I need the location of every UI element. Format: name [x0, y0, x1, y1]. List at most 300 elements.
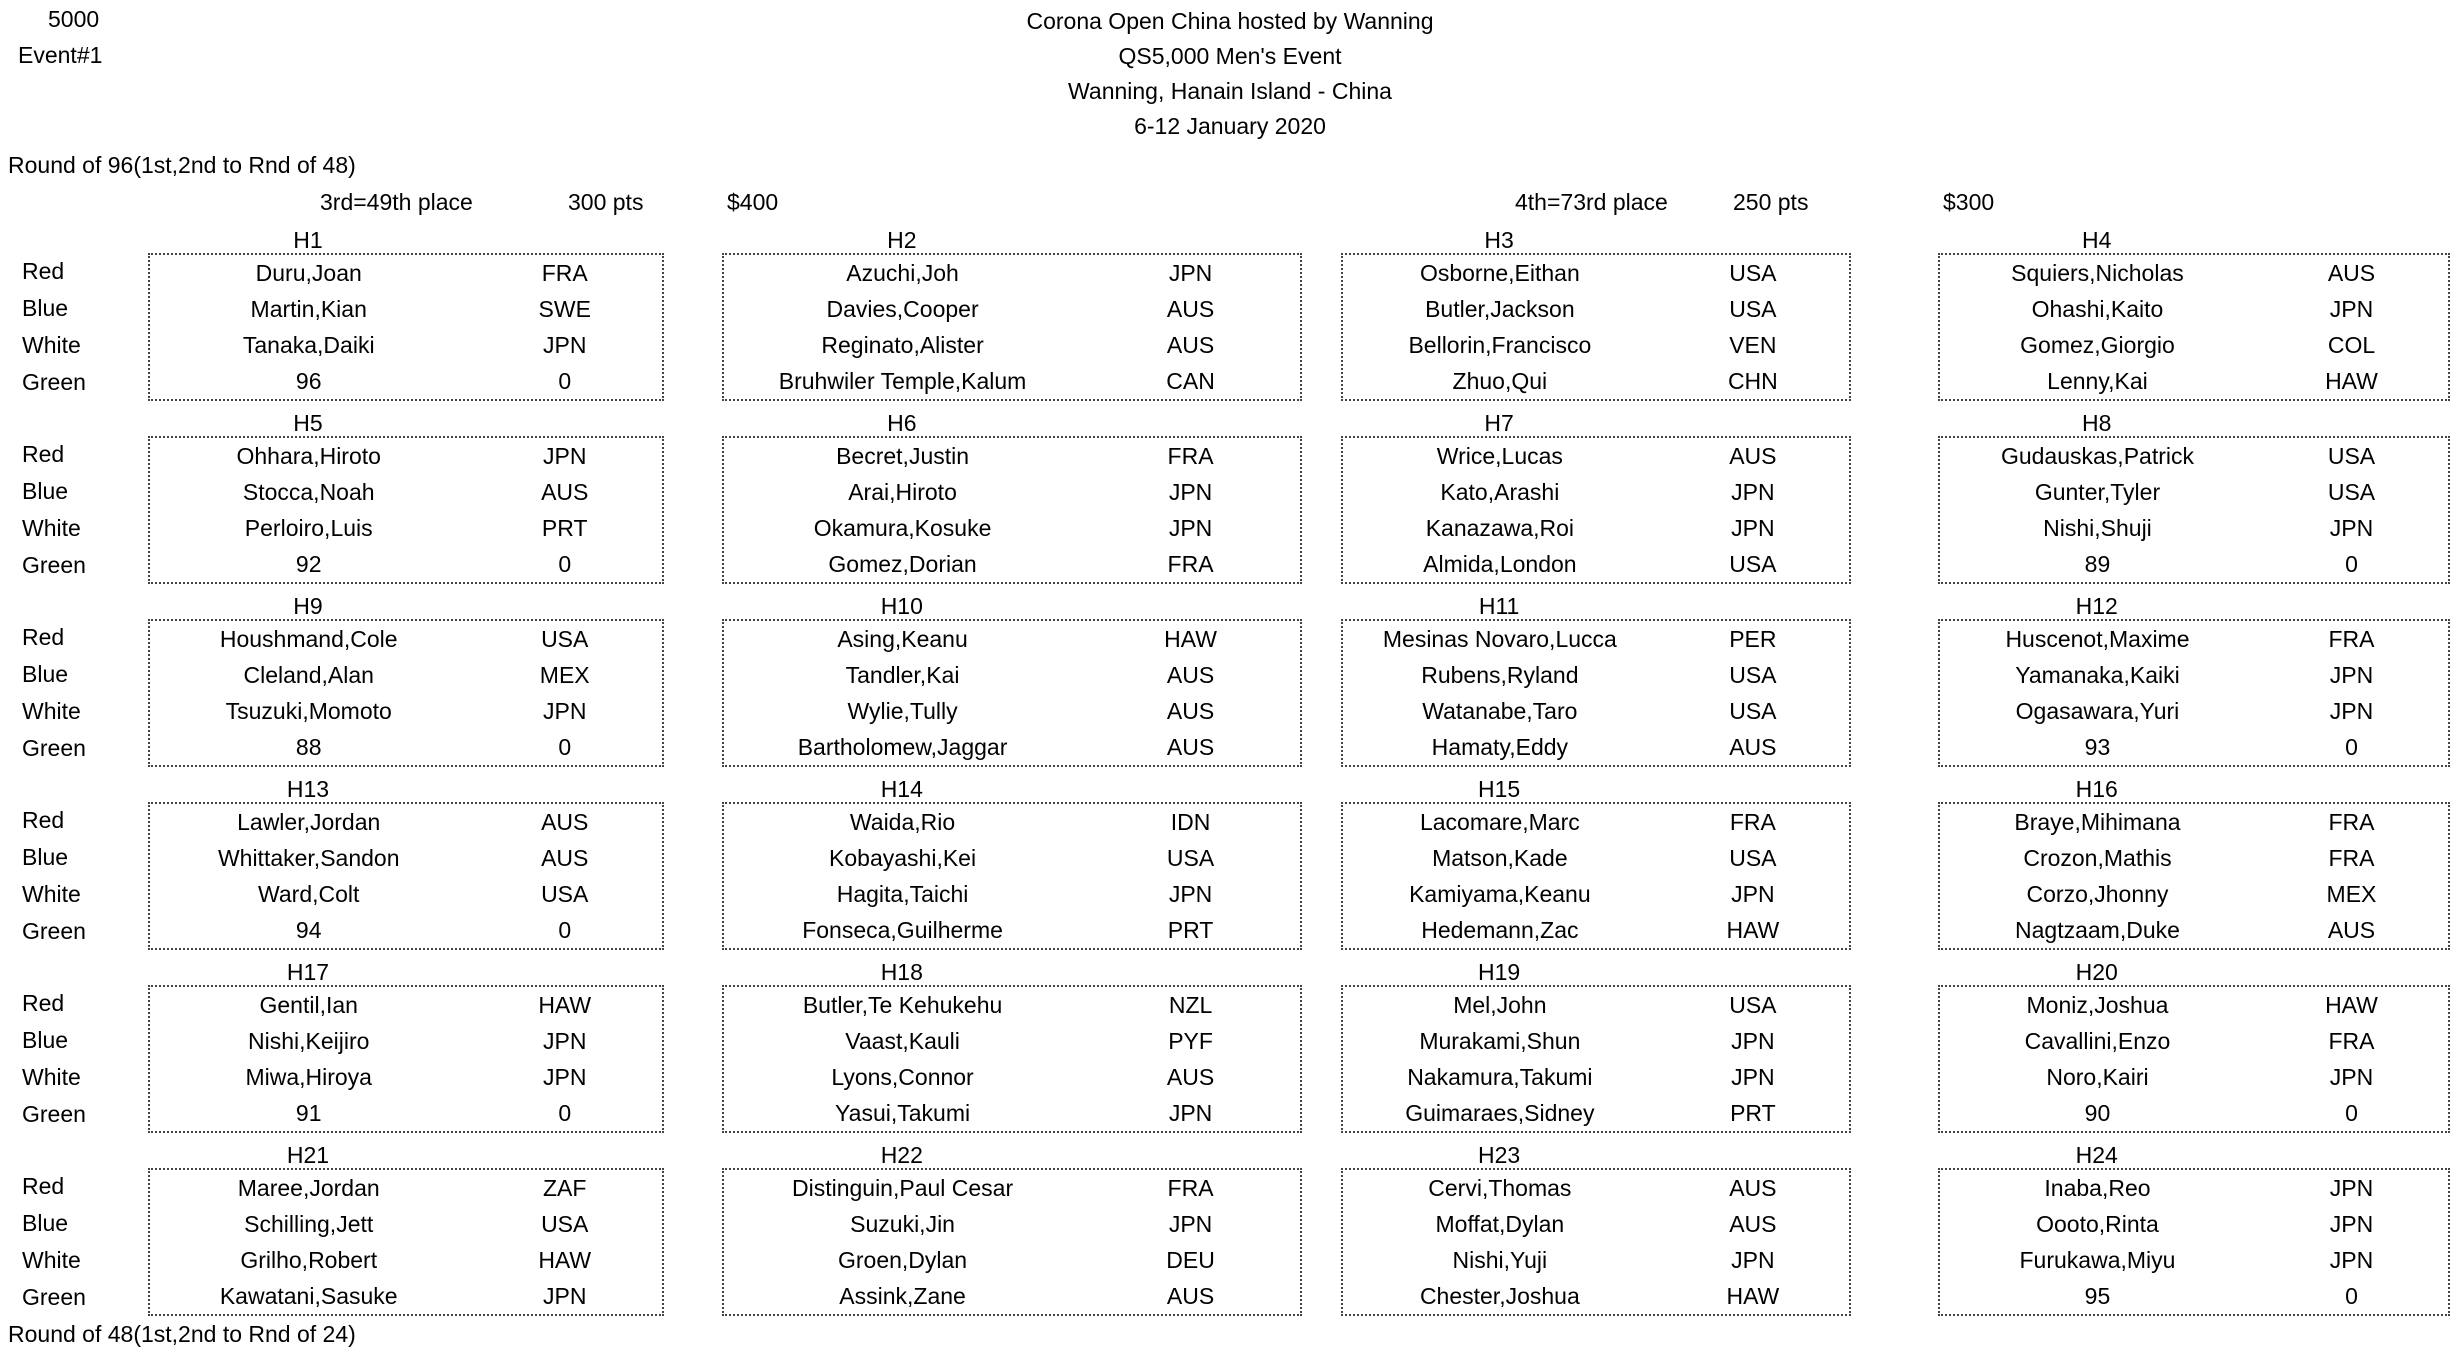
competitor-country: JPN	[1168, 259, 1213, 286]
competitor-name: Nakamura,Takumi	[1407, 1063, 1593, 1090]
heat-box	[1938, 619, 2450, 767]
heat-entry	[150, 729, 662, 765]
heat-label: H15	[1477, 776, 1521, 802]
competitor-country: JPN	[1731, 1027, 1775, 1054]
competitor-name: Yasui,Takumi	[835, 1099, 971, 1126]
heat-entry	[1940, 987, 2448, 1023]
competitor-name: Suzuki,Jin	[850, 1210, 955, 1237]
heat-label: H11	[1478, 593, 1520, 619]
competitor-name: Lacomare,Marc	[1419, 808, 1580, 835]
heat-H22	[722, 1143, 1302, 1316]
competitor-country: FRA	[1167, 442, 1214, 469]
jersey-color-label: Blue	[22, 1027, 69, 1053]
competitor-country: JPN	[2329, 1210, 2374, 1237]
competitor-name: Gentil,Ian	[259, 991, 358, 1018]
competitor-name: Groen,Dylan	[837, 1246, 968, 1273]
heat-entry	[150, 840, 662, 876]
competitor-country: HAW	[538, 1246, 592, 1273]
heat-label: H1	[293, 227, 323, 253]
competitor-country: JPN	[2329, 514, 2374, 541]
competitor-name: Fonseca,Guilherme	[802, 916, 1003, 943]
heat-box	[1938, 253, 2450, 401]
heat-box	[1341, 253, 1851, 401]
competitor-country: AUS	[1166, 697, 1215, 724]
heat-box	[1938, 1168, 2450, 1316]
heat-label: H23	[1477, 1142, 1521, 1168]
competitor-name: Furukawa,Miyu	[2019, 1246, 2176, 1273]
competitor-name: Hagita,Taichi	[836, 880, 969, 907]
round-title: Round of 96(1st,2nd to Rnd of 48)	[8, 152, 356, 178]
heat-H15	[1341, 777, 1851, 950]
competitor-country: AUS	[1729, 1174, 1777, 1201]
heat-H11	[1341, 594, 1851, 767]
heat-box	[722, 253, 1302, 401]
heat-entry	[150, 327, 662, 363]
competitor-name: Butler,Jackson	[1425, 295, 1575, 322]
heat-box	[148, 253, 664, 401]
heat-entry	[1343, 987, 1849, 1023]
heat-entry	[1940, 840, 2448, 876]
heat-entry	[1343, 840, 1849, 876]
heat-entry	[1343, 474, 1849, 510]
competitor-name: Cervi,Thomas	[1428, 1174, 1572, 1201]
heat-entry	[724, 729, 1300, 765]
competitor-country: DEU	[1166, 1246, 1215, 1273]
competitor-name: Crozon,Mathis	[2023, 844, 2172, 871]
heat-entry	[1940, 1095, 2448, 1131]
jersey-color-label: Green	[22, 369, 86, 395]
heat-box	[722, 802, 1302, 950]
competitor-country: FRA	[2328, 808, 2375, 835]
competitor-country: JPN	[1168, 478, 1213, 505]
competitor-country: NZL	[1168, 991, 1213, 1018]
competitor-country: USA	[1729, 844, 1777, 871]
competitor-country: JPN	[2329, 1246, 2374, 1273]
competitor-name: Almida,London	[1423, 550, 1577, 577]
heat-entry	[1343, 729, 1849, 765]
heat-entry	[1940, 729, 2448, 765]
competitor-country: USA	[541, 1210, 589, 1237]
competitor-name: Kawatani,Sasuke	[219, 1282, 398, 1309]
competitor-country: FRA	[2328, 1027, 2375, 1054]
heat-entry	[1940, 363, 2448, 399]
heat-label: H18	[880, 959, 923, 985]
heat-label: H24	[2075, 1142, 2118, 1168]
competitor-country: PYF	[1168, 1027, 1213, 1054]
heat-box	[148, 619, 664, 767]
next-round-title: Round of 48(1st,2nd to Rnd of 24)	[8, 1321, 356, 1347]
competitor-name: Tanaka,Daiki	[242, 331, 375, 358]
heat-entry	[1940, 1059, 2448, 1095]
competitor-name: Watanabe,Taro	[1422, 697, 1578, 724]
competitor-country: CHN	[1727, 367, 1778, 394]
competitor-name: Yamanaka,Kaiki	[2015, 661, 2180, 688]
heat-H21	[148, 1143, 664, 1316]
jersey-color-label: White	[22, 332, 81, 358]
heat-entry	[724, 1206, 1300, 1242]
heat-entry	[150, 363, 662, 399]
competitor-country: COL	[2327, 331, 2376, 358]
heat-entry	[1940, 1206, 2448, 1242]
competitor-country: PRT	[1730, 1099, 1776, 1126]
heat-entry	[724, 876, 1300, 912]
competitor-country: JPN	[2329, 1174, 2374, 1201]
competitor-name: Wylie,Tully	[847, 697, 958, 724]
competitor-country: FRA	[1167, 1174, 1214, 1201]
heat-entry	[724, 255, 1300, 291]
heat-H20	[1938, 960, 2450, 1133]
competitor-country: AUS	[1729, 1210, 1777, 1237]
competitor-name: Azuchi,Joh	[846, 259, 959, 286]
competitor-name: Grilho,Robert	[240, 1246, 378, 1273]
heat-H14	[722, 777, 1302, 950]
competitor-country: JPN	[1731, 478, 1775, 505]
competitor-country: JPN	[1731, 514, 1775, 541]
event-title-line-2: QS5,000 Men's Event	[1118, 43, 1342, 69]
competitor-name: Bruhwiler Temple,Kalum	[778, 367, 1027, 394]
jersey-color-column	[0, 411, 148, 584]
competitor-name: Oooto,Rinta	[2036, 1210, 2159, 1237]
competitor-name: Vaast,Kauli	[845, 1027, 960, 1054]
competitor-name: Huscenot,Maxime	[2005, 625, 2190, 652]
competitor-country: 0	[2345, 1282, 2358, 1309]
heat-entry	[1343, 1242, 1849, 1278]
competitor-name: Kanazawa,Roi	[1425, 514, 1575, 541]
heat-box	[722, 985, 1302, 1133]
competitor-name: Stocca,Noah	[242, 478, 375, 505]
heat-entry	[150, 546, 662, 582]
heat-H19	[1341, 960, 1851, 1133]
heat-entry	[150, 1170, 662, 1206]
competitor-name: Nishi,Shuji	[2043, 514, 2152, 541]
heat-entry	[1940, 804, 2448, 840]
heat-label: H12	[2075, 593, 2118, 619]
heat-label: H16	[2075, 776, 2118, 802]
competitor-country: USA	[1729, 295, 1777, 322]
jersey-color-column	[0, 960, 148, 1133]
heat-band	[0, 594, 2460, 777]
heat-H5	[148, 411, 664, 584]
competitor-country: USA	[1729, 259, 1777, 286]
heat-entry	[1940, 912, 2448, 948]
competitor-name: Ohashi,Kaito	[2031, 295, 2164, 322]
heat-box	[148, 1168, 664, 1316]
heat-entry	[1940, 621, 2448, 657]
heat-band	[0, 960, 2460, 1143]
heat-label: H5	[293, 410, 323, 436]
jersey-color-label: Green	[22, 918, 86, 944]
jersey-color-label: Red	[22, 990, 65, 1016]
competitor-country: ZAF	[542, 1174, 587, 1201]
competitor-name: Lenny,Kai	[2047, 367, 2148, 394]
heat-H23	[1341, 1143, 1851, 1316]
competitor-name: Gomez,Dorian	[828, 550, 977, 577]
competitor-country: AUS	[1166, 733, 1215, 760]
competitor-name: Inaba,Reo	[2044, 1174, 2151, 1201]
heat-box	[148, 802, 664, 950]
competitor-name: 93	[2084, 733, 2111, 760]
competitor-name: Bellorin,Francisco	[1408, 331, 1592, 358]
competitor-name: Becret,Justin	[836, 442, 970, 469]
heat-box	[148, 436, 664, 584]
jersey-color-label: Green	[22, 1284, 86, 1310]
jersey-color-label: Blue	[22, 1210, 69, 1236]
heat-entry	[1343, 1278, 1849, 1314]
jersey-color-column	[0, 594, 148, 767]
jersey-color-label: Red	[22, 807, 65, 833]
heat-entry	[1940, 1170, 2448, 1206]
competitor-country: 0	[2345, 733, 2358, 760]
competitor-name: Kato,Arashi	[1440, 478, 1560, 505]
competitor-name: Perloiro,Luis	[244, 514, 373, 541]
heat-entry	[150, 876, 662, 912]
event-title-line-1: Corona Open China hosted by Wanning	[1026, 8, 1434, 34]
competitor-name: Reginato,Alister	[821, 331, 984, 358]
heat-label: H4	[2082, 227, 2112, 253]
heat-box	[1938, 985, 2450, 1133]
heat-entry	[724, 1095, 1300, 1131]
heat-label: H22	[880, 1142, 923, 1168]
heat-label: H14	[880, 776, 923, 802]
competitor-country: HAW	[1726, 916, 1780, 943]
competitor-name: Hedemann,Zac	[1421, 916, 1579, 943]
competitor-country: JPN	[2329, 295, 2374, 322]
competitor-name: Assink,Zane	[839, 1282, 966, 1309]
heat-entry	[1343, 1095, 1849, 1131]
competitor-country: JPN	[2329, 661, 2374, 688]
heat-label: H8	[2082, 410, 2112, 436]
heat-entry	[1940, 546, 2448, 582]
competitor-name: Bartholomew,Jaggar	[797, 733, 1008, 760]
competitor-country: HAW	[2325, 367, 2378, 394]
heat-entry	[1940, 474, 2448, 510]
jersey-color-label: Green	[22, 552, 86, 578]
competitor-name: Davies,Cooper	[826, 295, 979, 322]
heat-entry	[724, 1278, 1300, 1314]
competitor-name: Houshmand,Cole	[219, 625, 398, 652]
competitor-country: JPN	[542, 1282, 587, 1309]
competitor-country: JPN	[1731, 1063, 1775, 1090]
jersey-color-column	[0, 1143, 148, 1316]
heat-draw-grid	[0, 228, 2460, 1326]
competitor-country: USA	[2327, 442, 2376, 469]
heat-entry	[724, 291, 1300, 327]
heat-entry	[1940, 657, 2448, 693]
competitor-name: Distinguin,Paul Cesar	[791, 1174, 1014, 1201]
heat-entry	[1940, 291, 2448, 327]
competitor-country: JPN	[1731, 1246, 1775, 1273]
heat-entry	[150, 291, 662, 327]
jersey-color-label: Blue	[22, 844, 69, 870]
competitor-country: JPN	[1168, 1099, 1213, 1126]
heat-H18	[722, 960, 1302, 1133]
jersey-color-label: Green	[22, 735, 86, 761]
competitor-country: JPN	[542, 331, 587, 358]
competitor-country: JPN	[1168, 514, 1213, 541]
heat-entry	[724, 327, 1300, 363]
heat-entry	[1940, 1023, 2448, 1059]
heat-entry	[150, 510, 662, 546]
competitor-name: Gunter,Tyler	[2034, 478, 2161, 505]
competitor-name: Wrice,Lucas	[1436, 442, 1563, 469]
competitor-country: SWE	[538, 295, 591, 322]
competitor-name: Arai,Hiroto	[848, 478, 957, 505]
competitor-name: Nagtzaam,Duke	[2015, 916, 2180, 943]
competitor-country: USA	[541, 880, 589, 907]
heat-H2	[722, 228, 1302, 401]
competitor-name: 94	[295, 916, 322, 943]
competitor-name: Tandler,Kai	[845, 661, 960, 688]
competitor-name: Maree,Jordan	[237, 1174, 380, 1201]
competitor-name: 92	[295, 550, 322, 577]
competitor-country: AUS	[1166, 295, 1215, 322]
heat-entry	[150, 1242, 662, 1278]
jersey-color-label: Red	[22, 1173, 65, 1199]
competitor-name: Rubens,Ryland	[1421, 661, 1579, 688]
jersey-color-label: White	[22, 881, 81, 907]
heat-entry	[150, 804, 662, 840]
heat-band	[0, 777, 2460, 960]
competitor-country: JPN	[542, 697, 587, 724]
competitor-country: JPN	[2329, 697, 2374, 724]
third-place-label: 3rd=49th place	[320, 189, 473, 215]
competitor-name: Gomez,Giorgio	[2020, 331, 2175, 358]
heat-entry	[150, 987, 662, 1023]
heat-entry	[724, 657, 1300, 693]
heat-entry	[724, 1023, 1300, 1059]
heat-entry	[1940, 510, 2448, 546]
heat-H7	[1341, 411, 1851, 584]
heat-box	[1341, 985, 1851, 1133]
heat-label: H21	[286, 1142, 330, 1168]
competitor-name: Matson,Kade	[1432, 844, 1568, 871]
competitor-name: Gudauskas,Patrick	[2000, 442, 2194, 469]
competitor-name: Kobayashi,Kei	[829, 844, 977, 871]
competitor-name: Osborne,Eithan	[1419, 259, 1580, 286]
competitor-name: Kamiyama,Keanu	[1409, 880, 1591, 907]
heat-entry	[150, 438, 662, 474]
competitor-name: Waida,Rio	[849, 808, 956, 835]
competitor-country: USA	[1729, 661, 1777, 688]
heat-H4	[1938, 228, 2450, 401]
competitor-country: PRT	[1167, 916, 1214, 943]
competitor-name: Ogasawara,Yuri	[2015, 697, 2180, 724]
competitor-country: USA	[1729, 697, 1777, 724]
competitor-name: Moniz,Joshua	[2026, 991, 2169, 1018]
competitor-name: Okamura,Kosuke	[813, 514, 992, 541]
competitor-name: Mel,John	[1453, 991, 1547, 1018]
heat-entry	[724, 621, 1300, 657]
heat-entry	[1343, 1023, 1849, 1059]
heat-entry	[724, 987, 1300, 1023]
competitor-name: Tsuzuki,Momoto	[225, 697, 392, 724]
heat-entry	[1343, 876, 1849, 912]
heat-entry	[150, 621, 662, 657]
competitor-name: 96	[295, 367, 322, 394]
heat-box	[722, 1168, 1302, 1316]
heat-label: H9	[293, 593, 323, 619]
competitor-country: MEX	[539, 661, 590, 688]
competitor-country: 0	[558, 550, 572, 577]
heat-label: H13	[286, 776, 330, 802]
heat-band	[0, 411, 2460, 594]
competitor-country: MEX	[2326, 880, 2377, 907]
heat-entry	[1343, 1206, 1849, 1242]
competitor-country: AUS	[541, 478, 589, 505]
competitor-name: Whittaker,Sandon	[217, 844, 400, 871]
heat-entry	[1940, 327, 2448, 363]
competitor-country: CAN	[1166, 367, 1215, 394]
competitor-country: FRA	[541, 259, 588, 286]
jersey-color-column	[0, 228, 148, 401]
heat-H6	[722, 411, 1302, 584]
heat-H1	[148, 228, 664, 401]
competitor-country: AUS	[1166, 1282, 1215, 1309]
heat-box	[722, 436, 1302, 584]
heat-entry	[1940, 693, 2448, 729]
competitor-country: HAW	[1726, 1282, 1780, 1309]
fourth-place-label: 4th=73rd place	[1515, 189, 1668, 215]
heat-entry	[724, 693, 1300, 729]
heat-label: H19	[1477, 959, 1521, 985]
competitor-country: IDN	[1170, 808, 1211, 835]
competitor-country: PER	[1729, 625, 1777, 652]
competitor-name: 89	[2084, 550, 2111, 577]
heat-entry	[150, 912, 662, 948]
competitor-country: AUS	[1166, 661, 1215, 688]
heat-entry	[1343, 693, 1849, 729]
competitor-country: FRA	[1729, 808, 1776, 835]
heat-label: H7	[1484, 410, 1514, 436]
competitor-name: Duru,Joan	[255, 259, 362, 286]
heat-entry	[150, 693, 662, 729]
competitor-name: Lawler,Jordan	[237, 808, 381, 835]
event-number-label: Event#1	[18, 42, 103, 68]
competitor-country: JPN	[542, 442, 587, 469]
competitor-name: Zhuo,Qui	[1452, 367, 1548, 394]
heat-entry	[724, 840, 1300, 876]
competitor-name: 95	[2084, 1282, 2111, 1309]
heat-label: H17	[286, 959, 330, 985]
heat-entry	[1343, 912, 1849, 948]
heat-entry	[1343, 510, 1849, 546]
heat-entry	[724, 474, 1300, 510]
jersey-color-label: White	[22, 698, 81, 724]
competitor-country: JPN	[542, 1027, 587, 1054]
competitor-country: 0	[558, 733, 572, 760]
heat-box	[1341, 436, 1851, 584]
competitor-country: HAW	[2325, 991, 2378, 1018]
competitor-name: Butler,Te Kehukehu	[802, 991, 1003, 1018]
competitor-country: FRA	[2328, 625, 2375, 652]
heat-entry	[150, 474, 662, 510]
heat-box	[148, 985, 664, 1133]
heat-entry	[724, 804, 1300, 840]
event-code: 5000	[48, 6, 100, 32]
jersey-color-label: Blue	[22, 661, 69, 687]
heat-entry	[1940, 438, 2448, 474]
heat-box	[1341, 1168, 1851, 1316]
competitor-country: USA	[1166, 844, 1215, 871]
competitor-name: Cleland,Alan	[243, 661, 374, 688]
heat-H9	[148, 594, 664, 767]
competitor-country: JPN	[542, 1063, 587, 1090]
heat-entry	[1343, 438, 1849, 474]
competitor-name: Ohhara,Hiroto	[236, 442, 381, 469]
heat-box	[1938, 802, 2450, 950]
third-place-prize: $400	[727, 189, 779, 215]
heat-H10	[722, 594, 1302, 767]
